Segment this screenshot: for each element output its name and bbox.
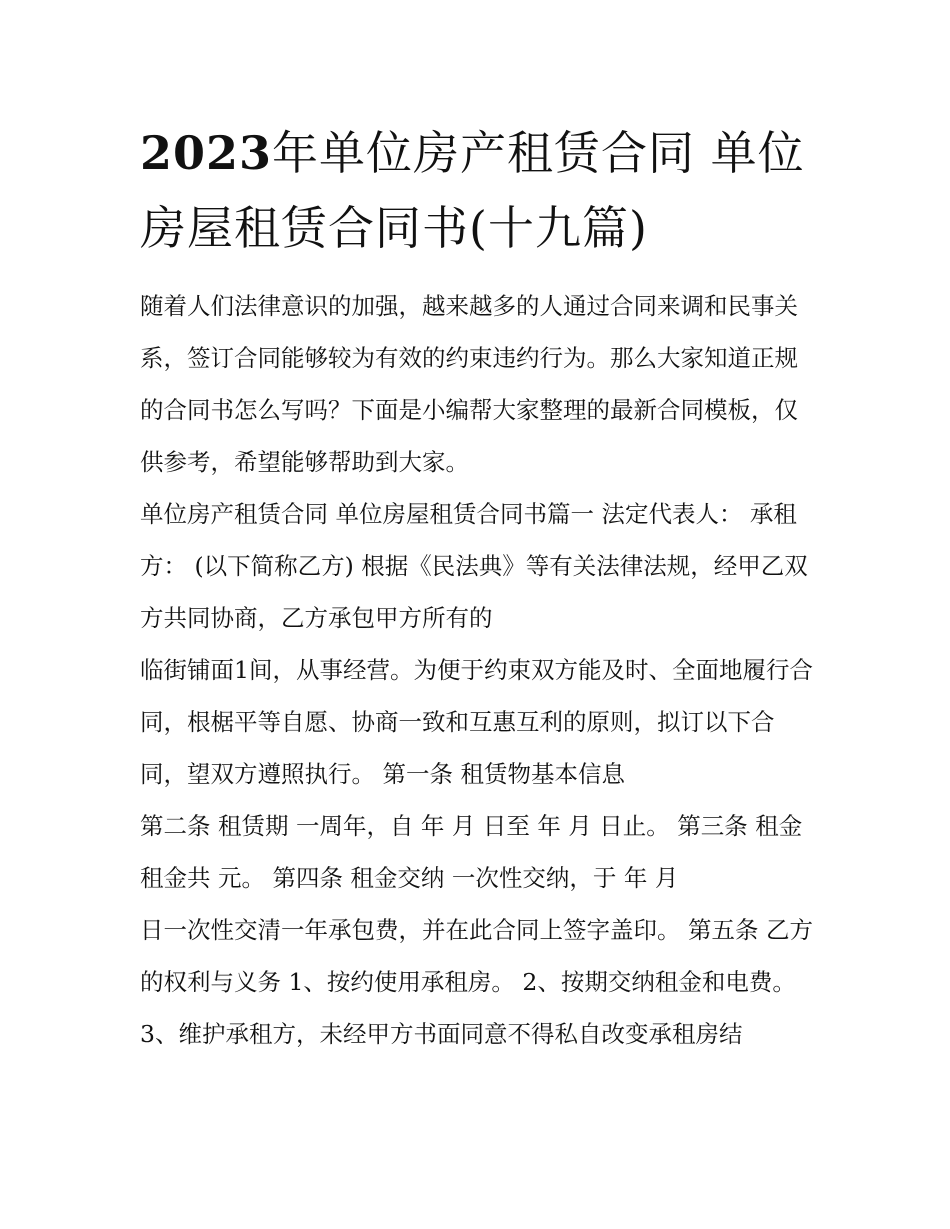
paragraph-premises: 临街铺面1间，从事经营。为便于约束双方能及时、全面地履行合同，根椐平等自愿、协商一致和互惠互利的原则，拟订以下合同，望双方遵照执行。 第一条 租赁物基本信息	[140, 656, 813, 788]
paragraph-contract-header: 单位房产租赁合同 单位房屋租赁合同书篇一 法定代表人： 承租方： (以下简称乙方) 根据《民法典》等有关法律法规，经甲乙双方共同协商，乙方承包甲方所有的	[140, 500, 808, 632]
paragraph-maintenance: 3、维护承租方，未经甲方书面同意不得私自改变承租房结	[140, 1020, 743, 1048]
document-title	[140, 116, 830, 266]
paragraph-intro: 随着人们法律意识的加强，越来越多的人通过合同来调和民事关系，签订合同能够较为有效的约束违约行为。那么大家知道正规的合同书怎么写吗？下面是小编帮大家整理的最新合同模板，仅供参考，希望能够帮助到大家。	[140, 292, 798, 476]
document-body	[140, 280, 820, 1060]
paragraph-payment-duties: 日一次性交清一年承包费，并在此合同上签字盖印。 第五条 乙方的权利与义务 1、按约使用承租房。 2、按期交纳租金和电费。	[140, 916, 813, 996]
paragraph-term-rent: 第二条 租赁期 一周年，自 年 月 日至 年 月 日止。 第三条 租金 租金共 元。 第四条 租金交纳 一次性交纳，于 年 月	[140, 812, 803, 892]
title-text: 年单位房产租赁合同 单位房屋租赁合同书(十九篇)	[140, 126, 805, 255]
title-year: 2023	[140, 126, 273, 180]
